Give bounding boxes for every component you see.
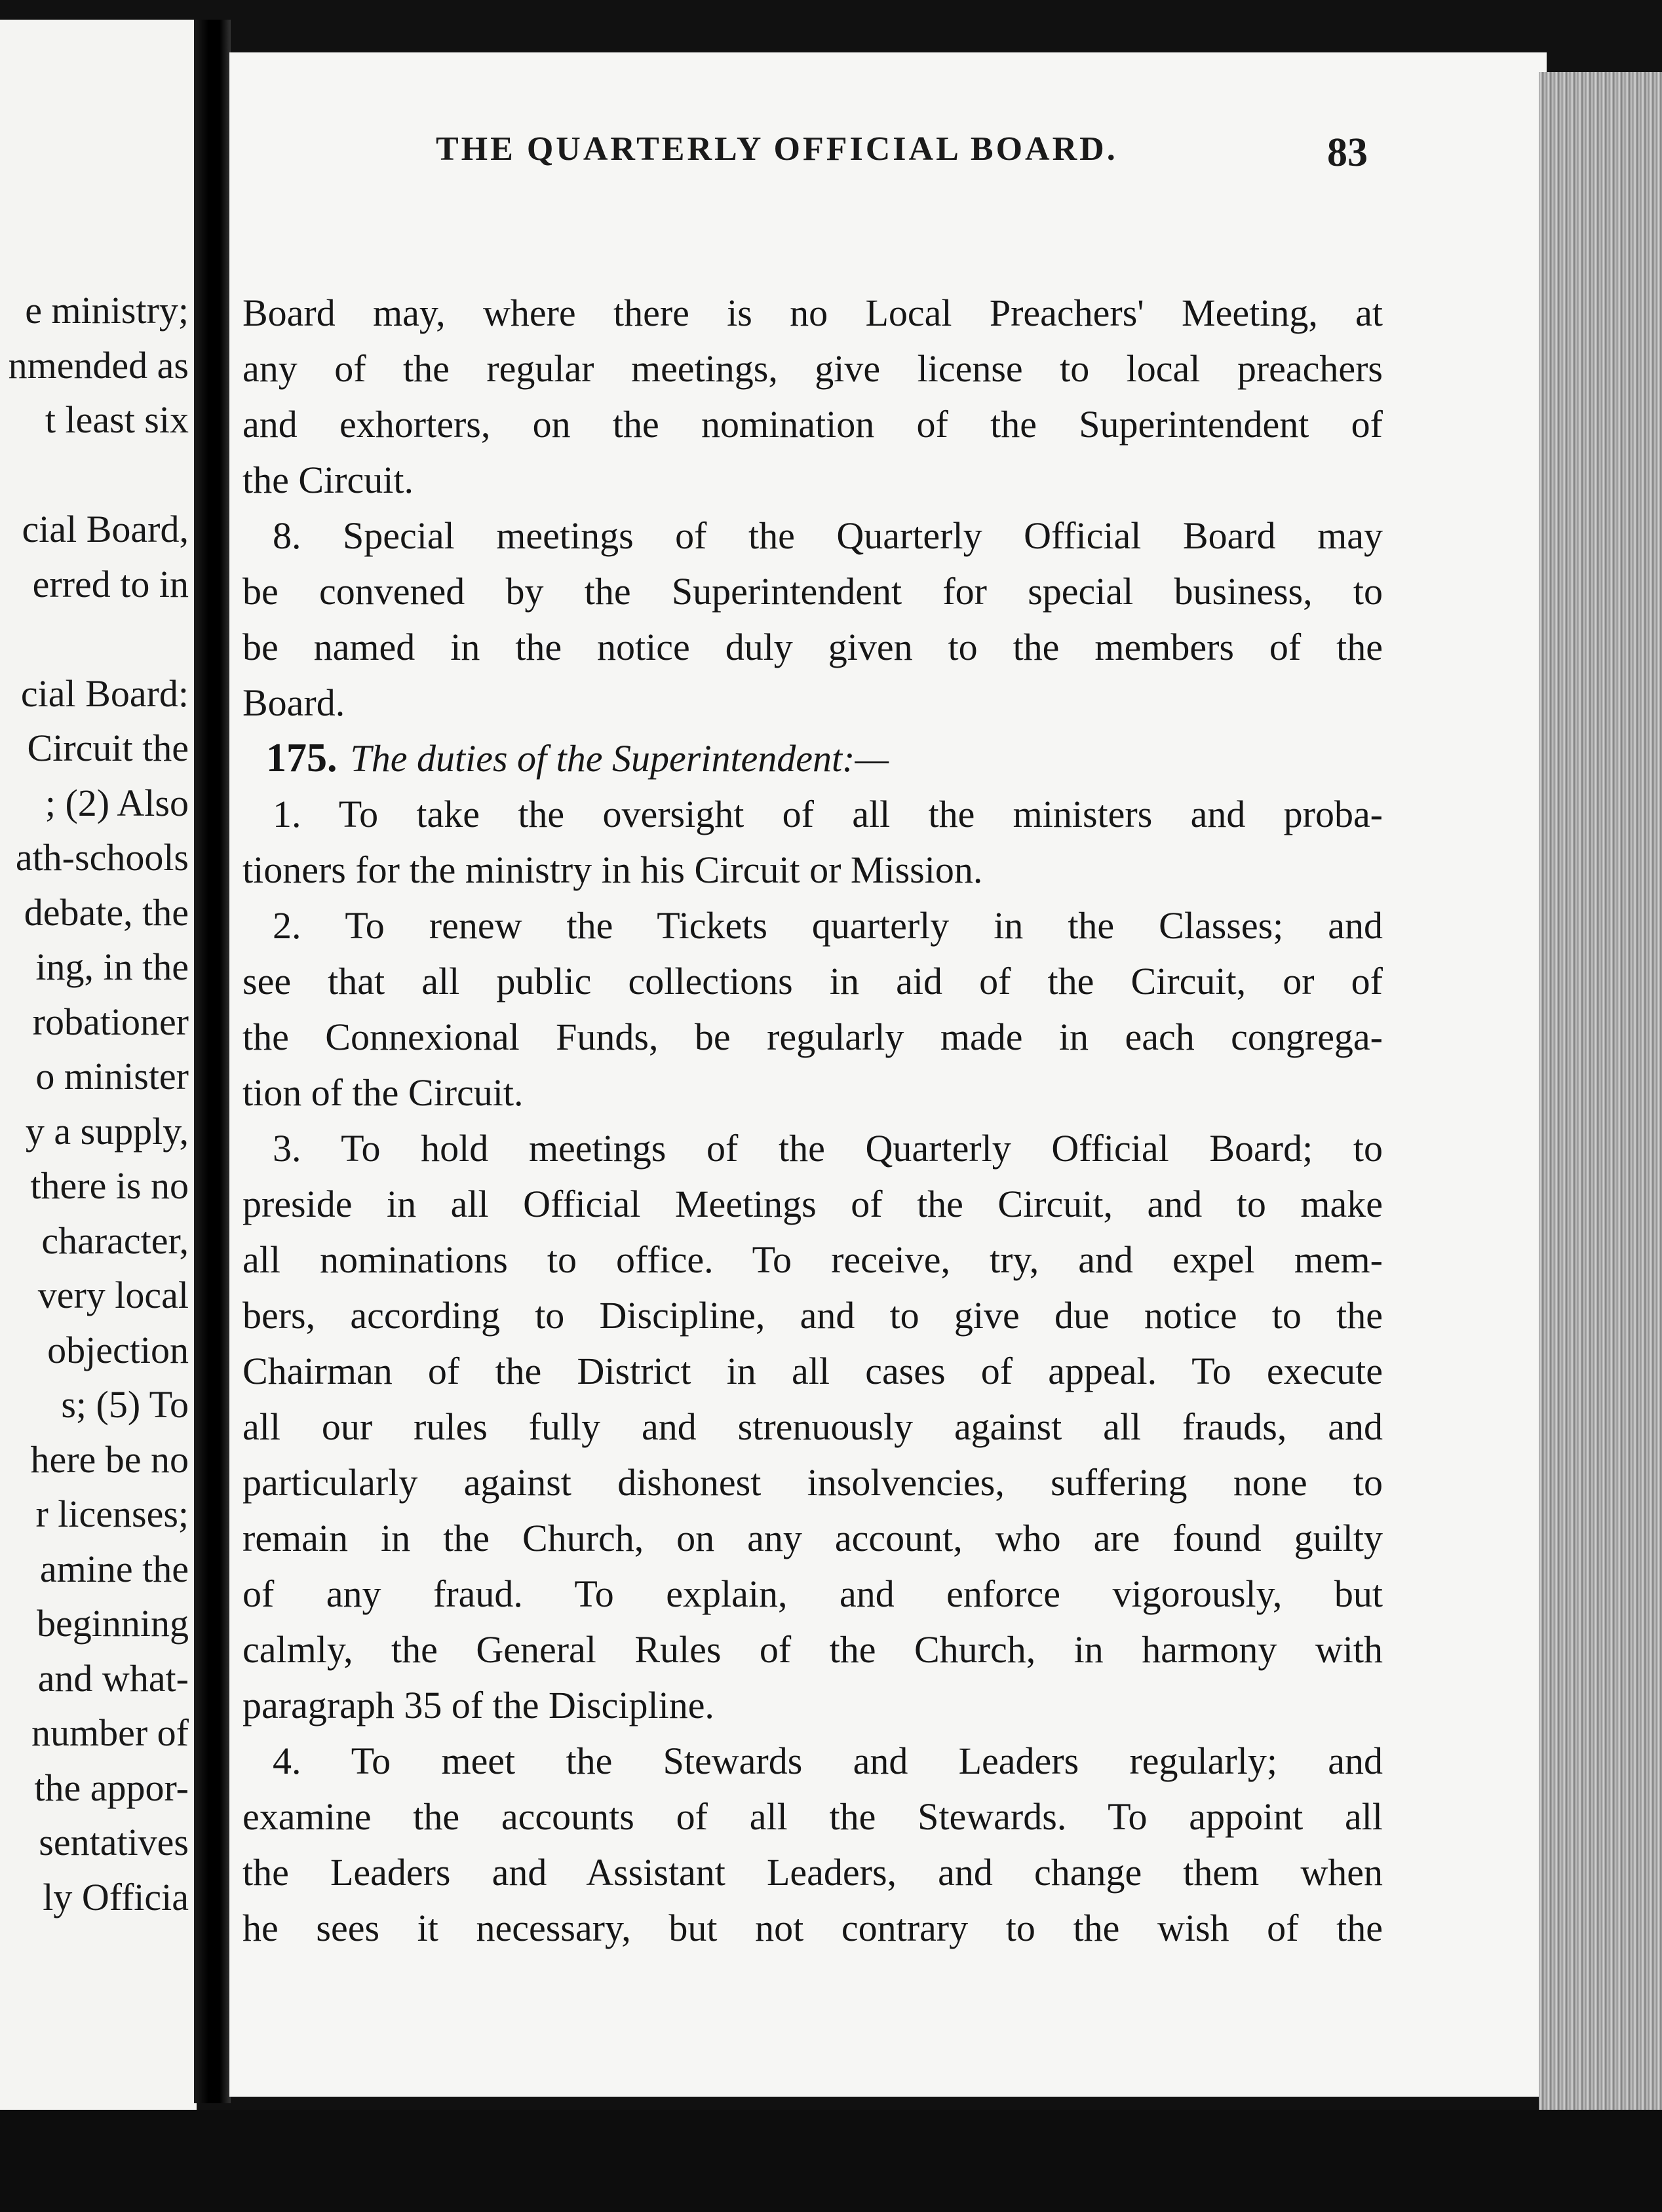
section-heading (242, 731, 1383, 786)
text-line: of any fraud. To explain, and enforce vigorously, but (242, 1573, 1383, 1615)
paragraph-7-continuation (242, 285, 1383, 508)
text-line: any of the regular meetings, give license to local preachers (242, 347, 1383, 390)
text-line: 8. Special meetings of the Quarterly Official Board may (273, 514, 1383, 557)
text-line: remain in the Church, on any account, who are found guilty (242, 1517, 1383, 1559)
left-page-line: ath-schools (15, 836, 189, 879)
left-page-line: and what- (37, 1656, 189, 1700)
paragraph-8 (242, 508, 1383, 731)
left-page-line: amine the (39, 1547, 189, 1590)
duty-item-2 (242, 898, 1383, 1120)
text-line: and exhorters, on the nomination of the Superintendent of (242, 403, 1383, 446)
left-page-line: ing, in the (35, 945, 189, 988)
left-page-line: there is no (30, 1164, 189, 1207)
text-line: Chairman of the District in all cases of appeal. To execute (242, 1350, 1383, 1392)
left-page-line: the appor- (34, 1766, 189, 1809)
left-page-line: erred to in (32, 562, 189, 605)
left-page-line: Circuit the (27, 727, 189, 769)
left-page-line: t least six (45, 398, 189, 441)
left-page-line (9, 448, 189, 503)
left-page-line: o minister (35, 1055, 189, 1097)
text-line: 4. To meet the Stewards and Leaders regularly; and (273, 1740, 1383, 1782)
left-page-line: character, (41, 1219, 189, 1262)
running-head: THE QUARTERLY OFFICIAL BOARD. (436, 130, 1118, 168)
left-page-line: r licenses; (35, 1493, 189, 1535)
text-line: preside in all Official Meetings of the Circuit, and to make (242, 1183, 1383, 1225)
left-page-line: nmended as (8, 343, 189, 387)
text-line: be named in the notice duly given to the members of the (242, 626, 1383, 668)
left-page-line: ly Officia (43, 1875, 189, 1918)
text-line: the Leaders and Assistant Leaders, and change them when (242, 1851, 1383, 1894)
text-line: the Circuit. (242, 459, 414, 501)
left-page-line: here be no (30, 1438, 189, 1481)
left-page-line: cial Board: (20, 672, 189, 715)
text-line: he sees it necessary, but not contrary to the wish of the (242, 1907, 1383, 1949)
text-line: 2. To renew the Tickets quarterly in the Classes; and (273, 904, 1383, 947)
text-line: tion of the Circuit. (242, 1071, 524, 1114)
text-line: examine the accounts of all the Stewards. To appoint all (242, 1795, 1383, 1838)
left-page-line: beginning (37, 1602, 189, 1645)
left-page-line: objection (47, 1328, 189, 1371)
text-line: all our rules fully and strenuously against all frauds, and (242, 1405, 1383, 1448)
left-facing-page (0, 20, 197, 2110)
text-line: all nominations to office. To receive, try, and expel mem- (242, 1238, 1383, 1281)
left-page-line: sentatives (39, 1821, 189, 1863)
page-number: 83 (1327, 130, 1368, 175)
text-line: be convened by the Superintendent for special business, to (242, 570, 1383, 613)
section-title: The duties of the Superintendent:— (350, 737, 889, 780)
left-page-line: number of (31, 1711, 189, 1754)
duty-item-3 (242, 1120, 1383, 1733)
page-body (242, 285, 1383, 1956)
left-page-line: debate, the (24, 890, 189, 934)
text-line: bers, according to Discipline, and to give due notice to the (242, 1294, 1383, 1337)
scan-background (0, 2110, 1662, 2212)
book-gutter (194, 20, 231, 2103)
left-page-line (9, 611, 189, 666)
text-line: see that all public collections in aid of the Circuit, or of (242, 960, 1383, 1002)
left-page-fragments (9, 283, 189, 1924)
left-page-line: e ministry; (25, 289, 189, 332)
left-page-line: cial Board, (22, 508, 189, 550)
left-page-line: very local (37, 1274, 189, 1316)
text-line: paragraph 35 of the Discipline. (242, 1684, 714, 1726)
text-line: tioners for the ministry in his Circuit or Mission. (242, 849, 983, 891)
left-page-line: y a supply, (25, 1109, 189, 1153)
page-fore-edge (1539, 72, 1662, 2116)
duty-item-1 (242, 786, 1383, 898)
left-page-line: s; (5) To (61, 1383, 189, 1426)
text-line: particularly against dishonest insolvencies, suffering none to (242, 1461, 1383, 1504)
text-line: 3. To hold meetings of the Quarterly Official Board; to (273, 1127, 1383, 1170)
text-line: Board may, where there is no Local Preachers' Meeting, at (242, 292, 1383, 334)
text-line: 1. To take the oversight of all the ministers and proba- (273, 793, 1383, 835)
text-line: calmly, the General Rules of the Church, in harmony with (242, 1628, 1383, 1671)
duty-item-4 (242, 1733, 1383, 1956)
left-page-line: ; (2) Also (45, 781, 189, 824)
left-page-line: robationer (32, 1000, 189, 1043)
text-line: Board. (242, 681, 345, 724)
section-number: 175. (266, 736, 338, 780)
text-line: the Connexional Funds, be regularly made in each congrega- (242, 1016, 1383, 1058)
